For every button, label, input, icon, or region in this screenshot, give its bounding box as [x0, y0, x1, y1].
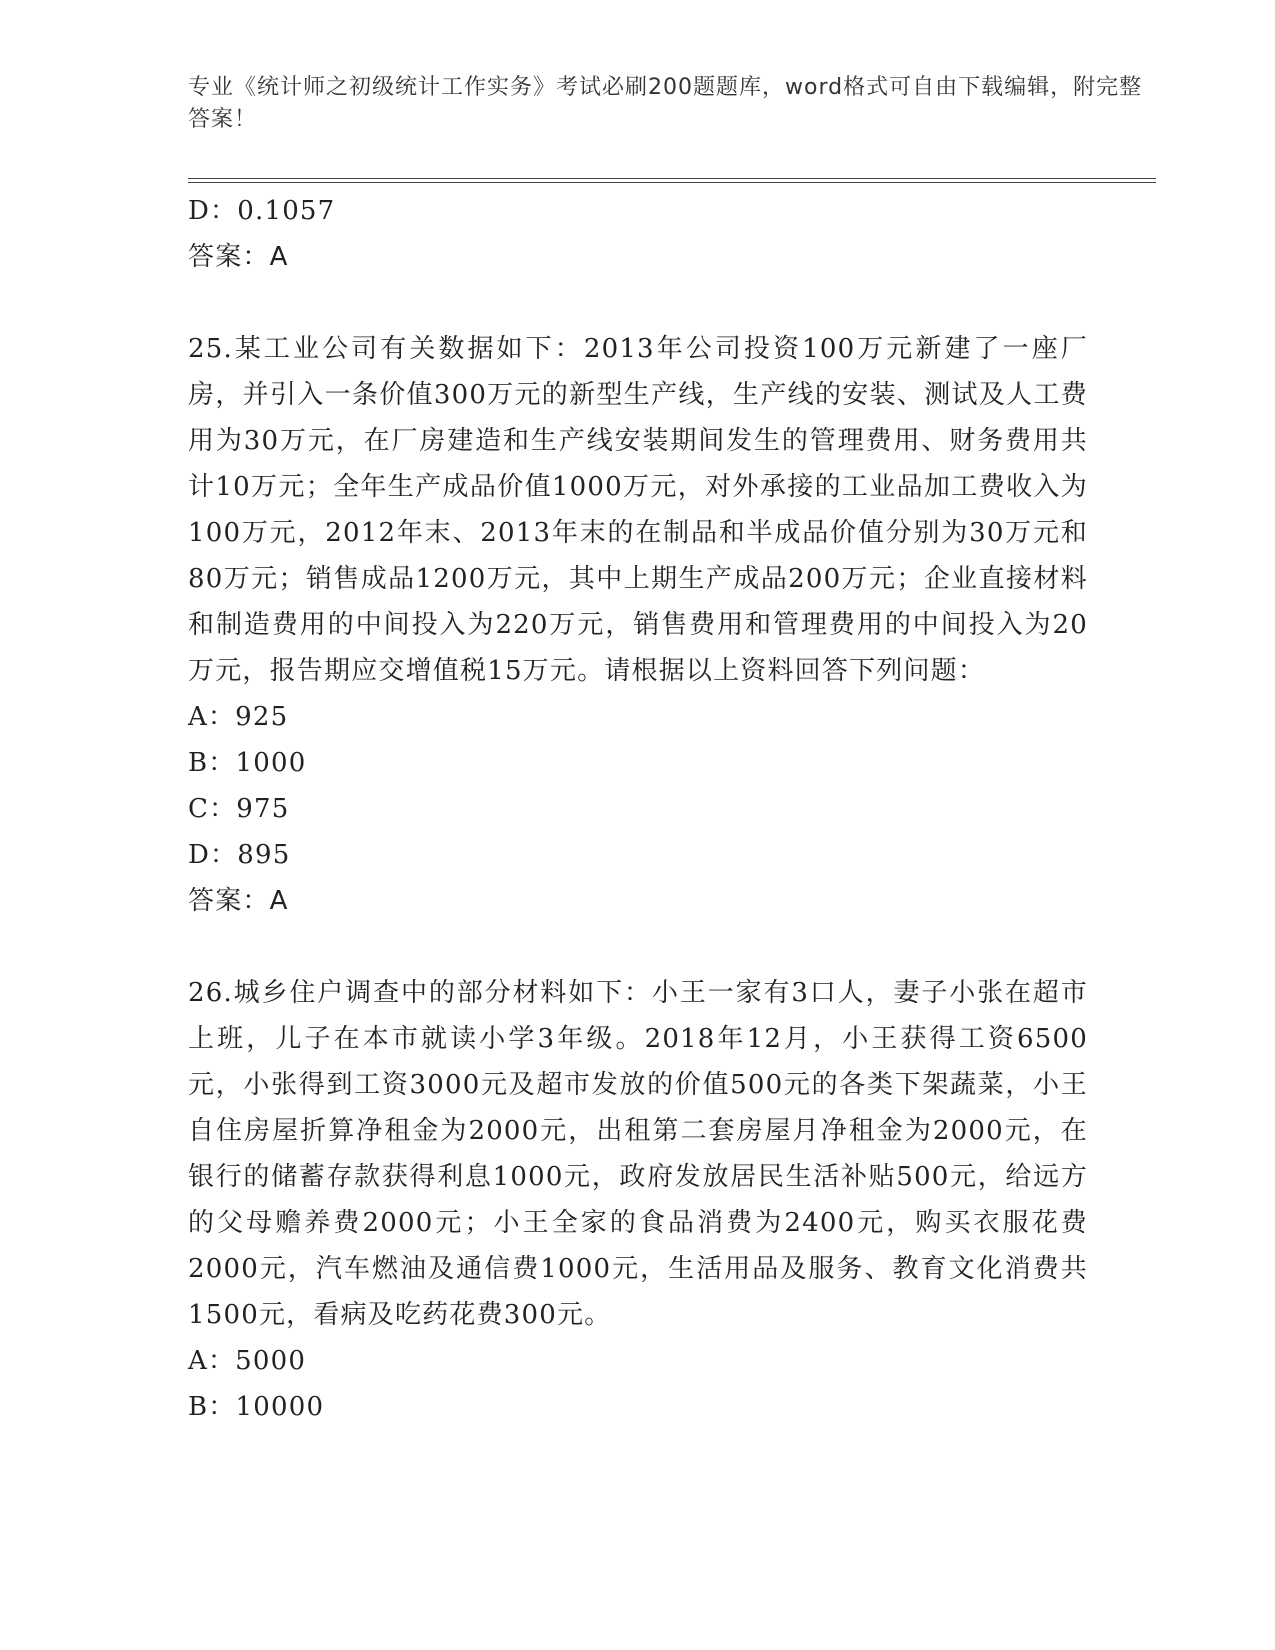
- question-26: [188, 970, 1088, 1430]
- question-25-option-c: C：975: [188, 794, 290, 824]
- document-body: [188, 188, 1088, 1430]
- spacer: [188, 924, 1088, 970]
- question-25-stem: 25.某工业公司有关数据如下：2013年公司投资100万元新建了一座厂房，并引入一条价值300万元的新型生产线，生产线的安装、测试及人工费用为30万元，在厂房建造和生产线安装期间发生的管理费用、财务费用共计10万元；全年生产成品价值1000万元，对外承接的工业品加工费收入为100万元，2012年末、2013年末的在制品和半成品价值分别为30万元和80万元；销售成品1200万元，其中上期生产成品200万元；企业直接材料和制造费用的中间投入为220万元，销售费用和管理费用的中间投入为20万元，报告期应交增值税15万元。请根据以上资料回答下列问题：: [188, 334, 1088, 686]
- question-25-option-a: A：925: [188, 702, 289, 732]
- question-25: [188, 326, 1088, 924]
- prev-answer: 答案：A: [188, 242, 289, 272]
- header-rule-top: [188, 178, 1156, 179]
- document-header: 专业《统计师之初级统计工作实务》考试必刷200题题库，word格式可自由下载编辑，附完整答案！: [188, 75, 1143, 132]
- prev-option-d: D：0.1057: [188, 196, 336, 226]
- question-25-option-b: B：1000: [188, 748, 307, 778]
- question-25-option-d: D：895: [188, 840, 291, 870]
- spacer: [188, 280, 1088, 326]
- question-25-answer: 答案：A: [188, 886, 289, 916]
- header-rule-bottom: [188, 182, 1156, 183]
- question-26-stem: 26.城乡住户调查中的部分材料如下：小王一家有3口人，妻子小张在超市上班，儿子在本市就读小学3年级。2018年12月，小王获得工资6500元，小张得到工资3000元及超市发放的价值500元的各类下架蔬菜，小王自住房屋折算净租金为2000元，出租第二套房屋月净租金为2000元，在银行的储蓄存款获得利息1000元，政府发放居民生活补贴500元，给远方的父母赡养费2000元；小王全家的食品消费为2400元，购买衣服花费2000元，汽车燃油及通信费1000元，生活用品及服务、教育文化消费共1500元，看病及吃药花费300元。: [188, 978, 1088, 1330]
- question-26-option-a: A：5000: [188, 1346, 307, 1376]
- question-26-option-b: B：10000: [188, 1392, 325, 1422]
